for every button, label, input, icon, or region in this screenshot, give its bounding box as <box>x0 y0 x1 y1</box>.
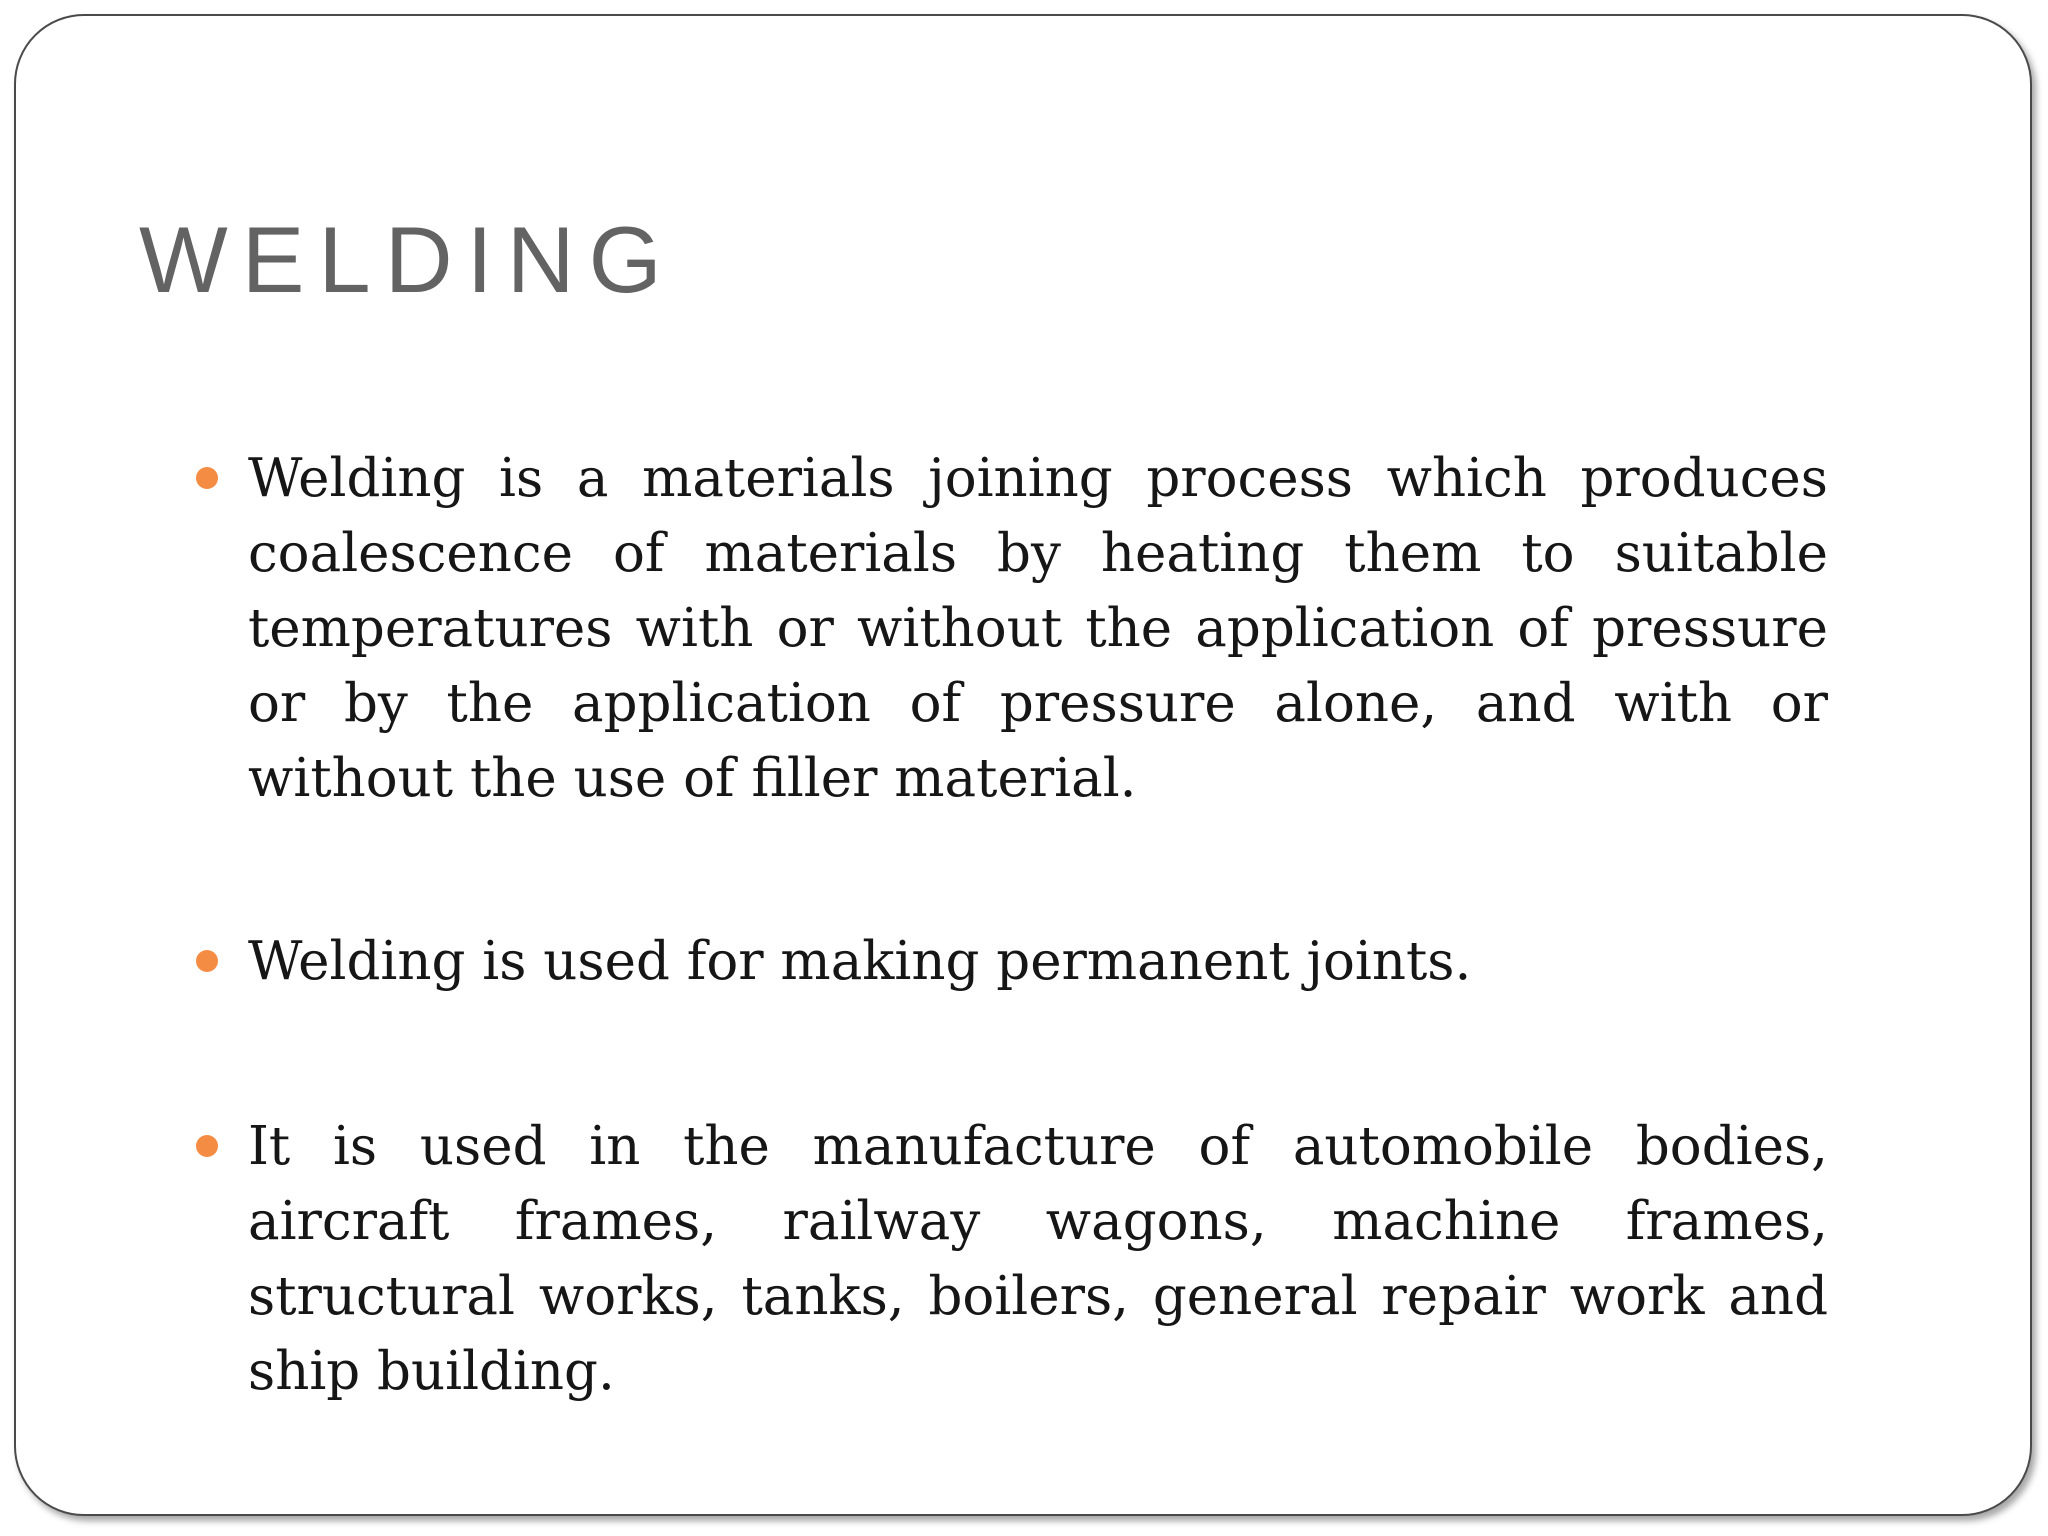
bullet-item-permanent-joints <box>248 924 1828 999</box>
bullet-text: Welding is used for making permanent joints. <box>248 931 1472 992</box>
slide-frame <box>14 14 2032 1516</box>
bullet-list <box>16 16 2030 1514</box>
bullet-text: It is used in the manufacture of automobile bodies, aircraft frames, railway wagons, machine frames, structural works, tanks, boilers, general repair work and ship building. <box>248 1116 1828 1402</box>
bullet-item-welding-definition <box>248 441 1828 816</box>
slide-title: WELDING <box>139 207 676 312</box>
bullet-dot-icon <box>196 950 218 972</box>
bullet-item-welding-applications <box>248 1109 1828 1409</box>
bullet-dot-icon <box>196 1135 218 1157</box>
bullet-text: Welding is a materials joining process which produces coalescence of materials by heating them to suitable temperatures with or without the application of pressure or by the application of pressure alone, and with or without the use of filler material. <box>248 448 1828 809</box>
bullet-dot-icon <box>196 467 218 489</box>
